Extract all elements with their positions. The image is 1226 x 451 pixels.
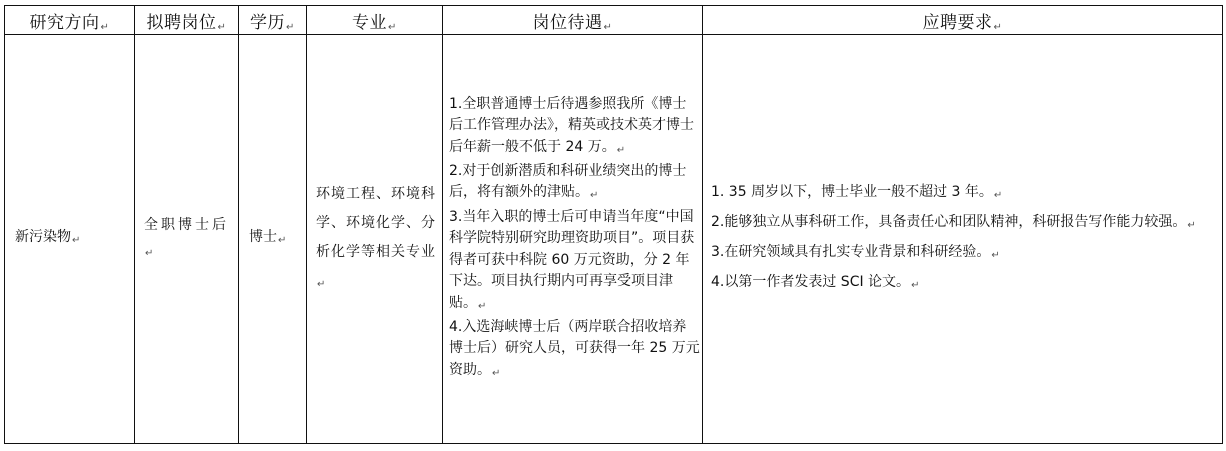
header-research-direction: 研究方向↵ [5, 6, 135, 35]
requirement-item: 2.能够独立从事科研工作，具备责任心和团队精神，科研报告写作能力较强。↵ [711, 214, 1196, 231]
header-position: 拟聘岗位↵ [135, 6, 239, 35]
header-requirements: 应聘要求↵ [703, 6, 1223, 35]
paragraph-mark-icon: ↵ [616, 144, 626, 156]
paragraph-mark-icon: ↵ [145, 247, 157, 259]
cell-position: 全职博士后↵ [135, 35, 239, 444]
benefit-item: 1.全职普通博士后待遇参照我所《博士后工作管理办法》，精英或技术英才博士后年薪一般不低于 24 万。↵ [449, 95, 694, 156]
header-education: 学历↵ [239, 6, 307, 35]
paragraph-mark-icon: ↵ [993, 190, 1003, 201]
paragraph-mark-icon: ↵ [991, 250, 1000, 261]
requirement-item: 3.在研究领域具有扎实专业背景和科研经验。↵ [711, 244, 1000, 261]
cell-major: 环境工程、环境科学、环境化学、分析化学等相关专业↵ [307, 35, 443, 444]
table-row [5, 35, 1223, 444]
benefit-item: 2.对于创新潜质和科研业绩突出的博士后，将有额外的津贴。↵ [449, 163, 687, 202]
cell-requirements [703, 35, 1223, 444]
benefit-item: 4.入选海峡博士后（两岸联合招收培养博士后）研究人员，可获得一年 25 万元资助。↵ [449, 318, 700, 379]
paragraph-mark-icon: ↵ [100, 21, 110, 33]
paragraph-mark-icon: ↵ [286, 21, 295, 33]
table-header [5, 6, 1223, 35]
paragraph-mark-icon: ↵ [590, 190, 599, 202]
paragraph-mark-icon: ↵ [911, 280, 920, 291]
header-row [5, 6, 1223, 35]
paragraph-mark-icon: ↵ [1187, 220, 1196, 231]
paragraph-mark-icon: ↵ [478, 300, 487, 312]
cell-research-direction: 新污染物↵ [5, 35, 135, 444]
paragraph-mark-icon: ↵ [317, 278, 327, 290]
paragraph-mark-icon: ↵ [492, 367, 501, 379]
paragraph-mark-icon: ↵ [388, 21, 397, 33]
paragraph-mark-icon: ↵ [278, 235, 287, 246]
recruitment-table [4, 5, 1223, 444]
cell-education: 博士↵ [239, 35, 307, 444]
benefit-item: 3.当年入职的博士后可申请当年度“中国科学院特别研究助理资助项目”。项目获得者可获中科院 60 万元资助，分 2 年下达。项目执行期内可再享受项目津贴。↵ [449, 208, 695, 312]
cell-benefits [443, 35, 703, 444]
requirement-item: 1. 35 周岁以下，博士毕业一般不超过 3 年。↵ [711, 184, 1003, 201]
paragraph-mark-icon: ↵ [217, 21, 227, 33]
header-benefits: 岗位待遇↵ [443, 6, 703, 35]
paragraph-mark-icon: ↵ [993, 21, 1003, 33]
header-major: 专业↵ [307, 6, 443, 35]
paragraph-mark-icon: ↵ [72, 235, 81, 246]
requirement-item: 4.以第一作者发表过 SCI 论文。↵ [711, 274, 920, 291]
paragraph-mark-icon: ↵ [603, 21, 613, 33]
